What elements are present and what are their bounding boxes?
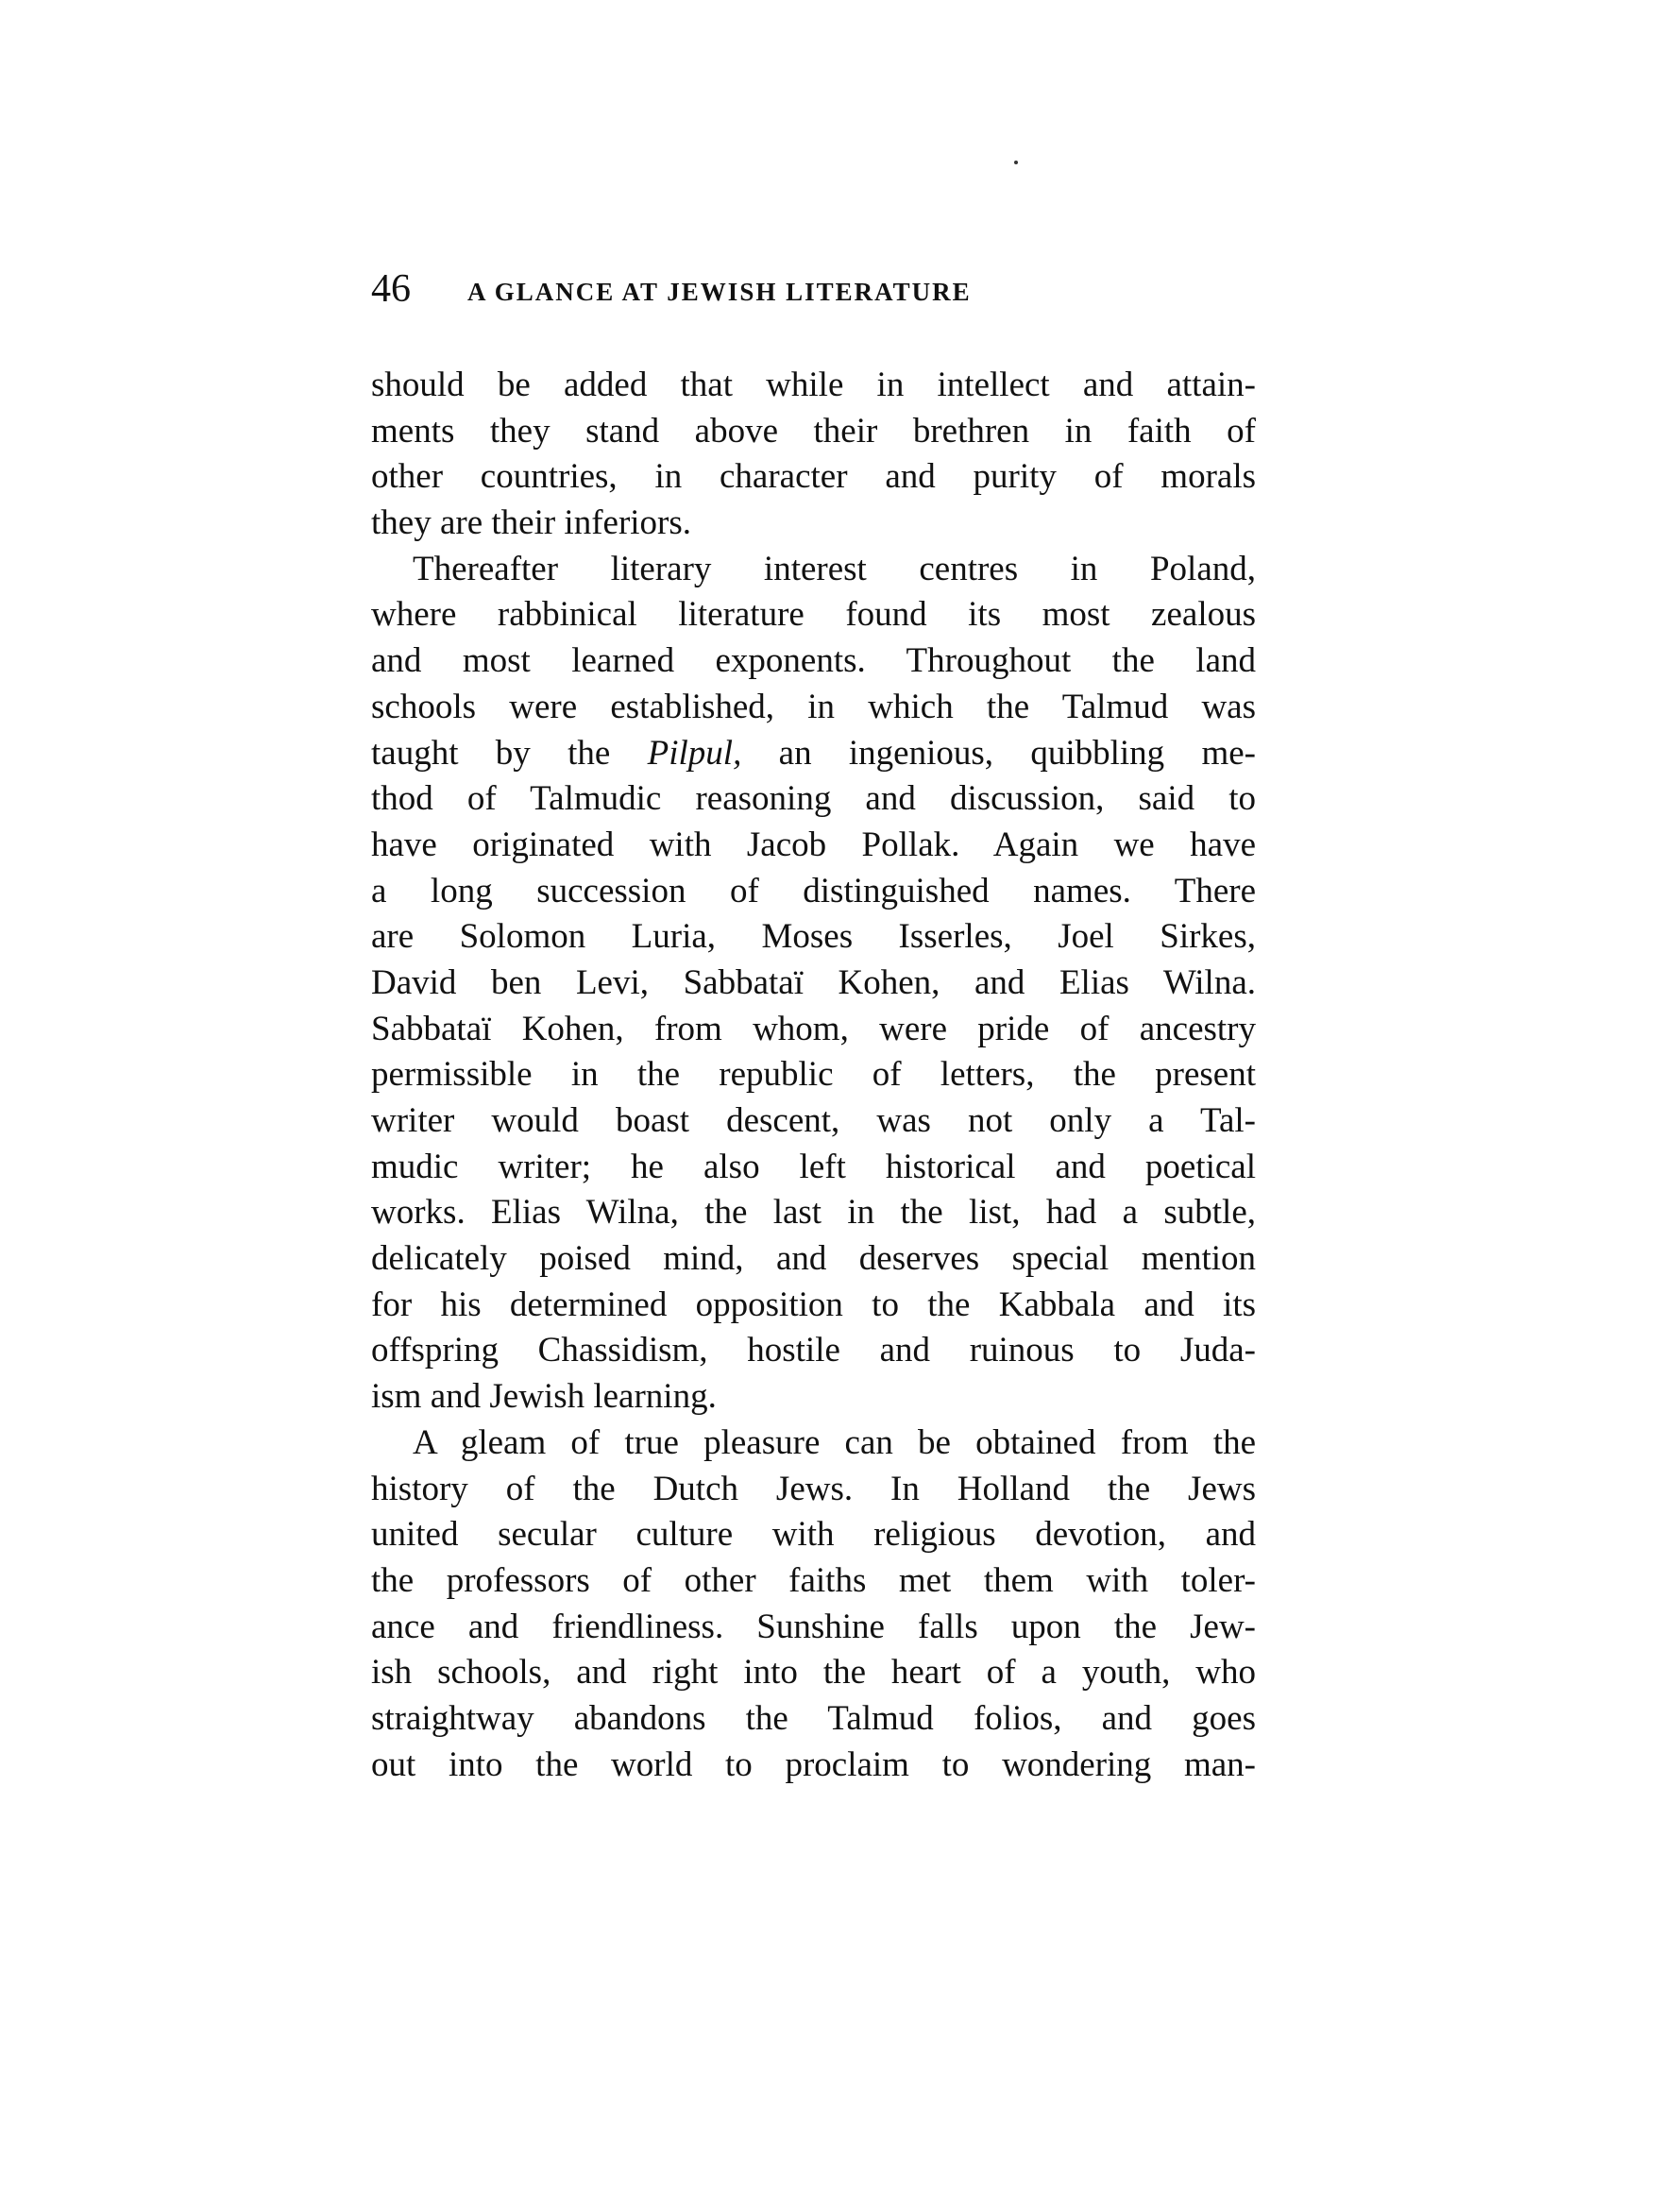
text: taught by the — [371, 733, 648, 773]
text-line: David ben Levi, Sabbataï Kohen, and Elias Wilna. — [371, 962, 1256, 1002]
text-line: A gleam of true pleasure can be obtained from the — [413, 1422, 1256, 1462]
scan-speck — [1014, 161, 1018, 164]
text-line: history of the Dutch Jews. In Holland the Jews — [371, 1469, 1256, 1508]
text: an ingenious, quibbling me- — [741, 733, 1256, 773]
text-line: a long succession of distinguished names. There — [371, 871, 1256, 910]
text-line: for his determined opposition to the Kabbala and its — [371, 1285, 1256, 1324]
text-line: Sabbataï Kohen, from whom, were pride of ancestry — [371, 1009, 1256, 1048]
text-line: thod of Talmudic reasoning and discussion, said to — [371, 779, 1256, 819]
text-line: and most learned exponents. Throughout the land — [371, 641, 1256, 681]
text-line: where rabbinical literature found its most zealous — [371, 595, 1256, 635]
text-line: permissible in the republic of letters, the present — [371, 1055, 1256, 1095]
text-line: straightway abandons the Talmud folios, and goes — [371, 1698, 1256, 1738]
text-line: other countries, in character and purity of morals — [371, 457, 1256, 497]
text-line: offspring Chassidism, hostile and ruinous to Juda- — [371, 1331, 1256, 1370]
text-line: should be added that while in intellect and attain- — [371, 366, 1256, 404]
text-line: out into the world to proclaim to wondering man- — [371, 1744, 1256, 1784]
text-line-pilpul — [371, 731, 1256, 777]
text-line: delicately poised mind, and deserves special mention — [371, 1239, 1256, 1279]
text-line: works. Elias Wilna, the last in the list, had a subtle, — [371, 1193, 1256, 1233]
text-line: are Solomon Luria, Moses Isserles, Joel Sirkes, — [371, 917, 1256, 957]
page-body — [371, 363, 1256, 1788]
text-line: writer would boast descent, was not only a Tal- — [371, 1101, 1256, 1140]
text-line: Thereafter literary interest centres in Poland, — [413, 549, 1256, 588]
text-line: schools were established, in which the Talmud was — [371, 687, 1256, 726]
text-line: the professors of other faiths met them with toler- — [371, 1560, 1256, 1600]
italic-term: Pilpul, — [647, 733, 742, 773]
text-line: ments they stand above their brethren in faith of — [371, 411, 1256, 451]
text-line: have originated with Jacob Pollak. Again we have — [371, 825, 1256, 864]
page-header — [371, 266, 1256, 314]
page-number: 46 — [371, 267, 411, 311]
text-line: ism and Jewish learning. — [371, 1377, 717, 1417]
running-title: A GLANCE AT JEWISH LITERATURE — [467, 278, 972, 306]
text-line: mudic writer; he also left historical and poetical — [371, 1147, 1256, 1186]
text-line: united secular culture with religious devotion, and — [371, 1515, 1256, 1555]
text-line: they are their inferiors. — [371, 503, 692, 543]
text-line: ish schools, and right into the heart of a youth, who — [371, 1653, 1256, 1693]
text-line: ance and friendliness. Sunshine falls upon the Jew- — [371, 1607, 1256, 1646]
